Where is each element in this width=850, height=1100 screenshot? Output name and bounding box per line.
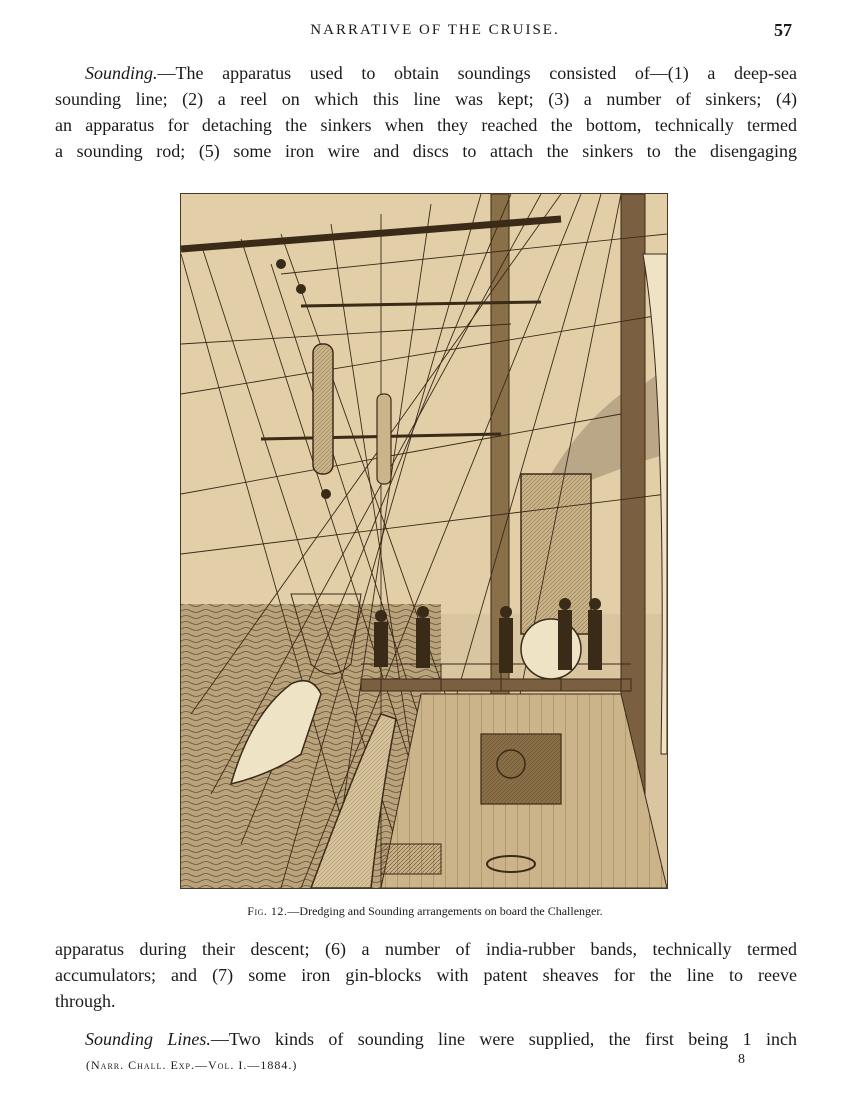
ship-deck-engraving bbox=[181, 194, 667, 888]
text-line bbox=[55, 60, 797, 86]
line-text: —Two kinds of sounding line were supplied, the first being 1 inch bbox=[210, 1029, 797, 1049]
run-in-heading: Sounding. bbox=[85, 63, 158, 83]
running-head bbox=[0, 20, 850, 44]
page-number: 57 bbox=[774, 20, 792, 40]
signature-mark: (Narr. Chall. Exp.—Vol. I.—1884.) bbox=[86, 1058, 298, 1072]
paragraph-sounding bbox=[55, 60, 797, 164]
running-title: NARRATIVE OF THE CRUISE. bbox=[310, 22, 560, 38]
engraving-figure bbox=[180, 193, 668, 889]
text-line: accumulators; and (7) some iron gin-blocks with patent sheaves for the line to reeve bbox=[55, 965, 797, 985]
paragraph-sounding-continued bbox=[55, 936, 797, 1014]
figure-caption bbox=[0, 904, 850, 919]
text-line: apparatus during their descent; (6) a number of india-rubber bands, technically termed bbox=[55, 939, 797, 959]
run-in-heading: Sounding Lines. bbox=[85, 1029, 211, 1049]
text-line: sounding line; (2) a reel on which this line was kept; (3) a number of sinkers; (4) bbox=[55, 89, 797, 109]
line-text: —The apparatus used to obtain soundings consisted of—(1) a deep-sea bbox=[157, 63, 797, 83]
paragraph-sounding-lines bbox=[55, 1026, 797, 1052]
text-line: a sounding rod; (5) some iron wire and discs to attach the sinkers to the disengaging bbox=[55, 141, 797, 161]
text-line bbox=[55, 1026, 797, 1052]
figure-caption-text: —Dredging and Sounding arrangements on board the Challenger. bbox=[287, 904, 603, 918]
sheet-number: 8 bbox=[738, 1052, 745, 1067]
text-line: through. bbox=[55, 991, 116, 1011]
text-line: an apparatus for detaching the sinkers when they reached the bottom, technically termed bbox=[55, 115, 797, 135]
figure-label: Fig. 12. bbox=[247, 904, 288, 918]
